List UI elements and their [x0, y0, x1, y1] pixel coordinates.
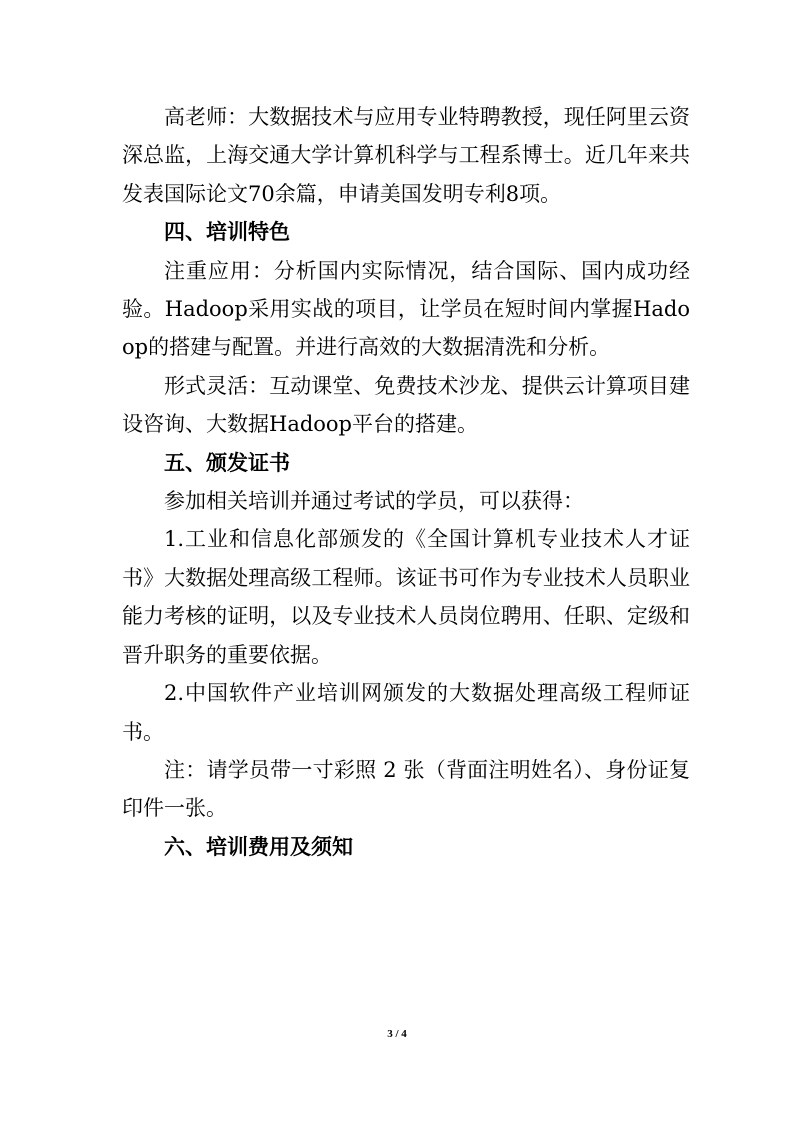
instructor-paragraph: 高老师：大数据技术与应用专业特聘教授，现任阿里云资深总监，上海交通大学计算机科学与工程系博士。近几年来共发表国际论文70余篇，申请美国发明专利8项。 [122, 105, 690, 206]
application-focus-paragraph: 注重应用：分析国内实际情况，结合国际、国内成功经验。Hadoop采用实战的项目，让学员在短时间内掌握Hadoop的搭建与配置。并进行高效的大数据清洗和分析。 [122, 258, 690, 360]
section-heading-training-features: 四、培训特色 [164, 220, 290, 245]
page-number: 3 / 4 [387, 1028, 407, 1040]
section-heading-certificates: 五、颁发证书 [164, 450, 290, 475]
photo-note-paragraph: 注：请学员带一寸彩照 2 张（背面注明姓名）、身份证复印件一张。 [122, 757, 690, 821]
section-heading-fees: 六、培训费用及须知 [164, 834, 353, 859]
certificate-item-1: 1.工业和信息化部颁发的《全国计算机专业技术人才证书》大数据处理高级工程师。该证书可作为专业技术人员职业能力考核的证明，以及专业技术人员岗位聘用、任职、定级和晋升职务的重要依据。 [122, 527, 690, 667]
certificate-intro-paragraph: 参加相关培训并通过考试的学员，可以获得： [164, 489, 584, 514]
certificate-item-2: 2.中国软件产业培训网颁发的大数据处理高级工程师证书。 [122, 681, 690, 744]
flexible-format-paragraph: 形式灵活：互动课堂、免费技术沙龙、提供云计算项目建设咨询、大数据Hadoop平台的搭建。 [122, 373, 690, 437]
document-body [122, 98, 690, 866]
